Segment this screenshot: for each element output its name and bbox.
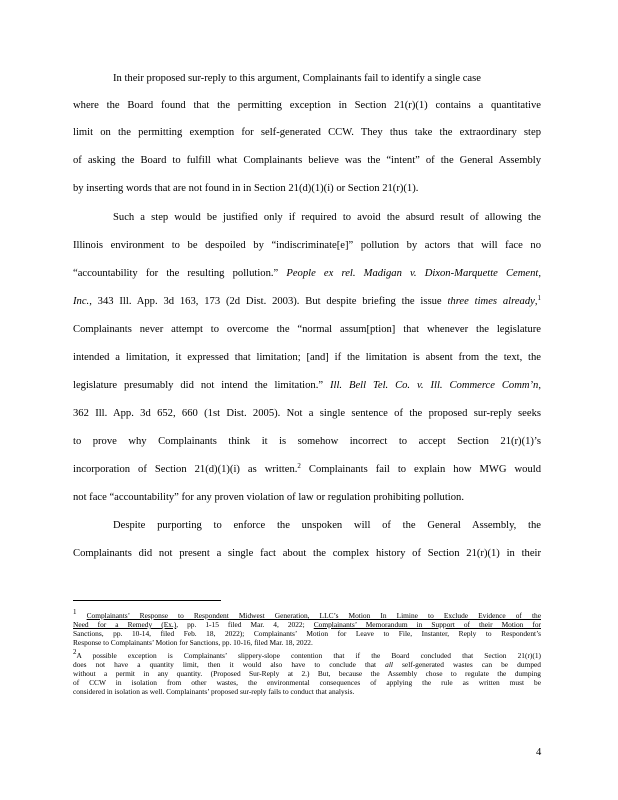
p2-line-7-text: legislature presumably did not intend the limitation.” <box>73 380 324 391</box>
footnote-1-line-2 <box>73 620 541 629</box>
footnote-1-line-4: Response to Complainants’ Motion for Sanctions, pp. 10-16, filed Mar. 18, 2022. <box>73 638 313 647</box>
p2-line-10 <box>73 463 541 477</box>
p2-line-3 <box>73 267 541 281</box>
p1-line-2: where the Board found that the permitting exception in Section 21(r)(1) contains a quantitative <box>73 100 541 111</box>
p2-line-10-text: incorporation of Section 21(d)(1)(i) as written. <box>73 464 298 475</box>
p3-line-2: Complainants did not present a single fact about the complex history of Section 21(r)(1) in their <box>73 548 541 559</box>
case-citation-ill-bell: Ill. Bell Tel. Co. v. Ill. Commerce Comm’n <box>330 380 539 391</box>
footnote-2-line-5: considered in isolation as well. Complainants’ proposed sur-reply fails to conduct that analysis. <box>73 687 355 696</box>
footnote-2-line-2 <box>73 660 541 669</box>
p2-line-10-text-b: Complainants fail to explain how MWG would <box>308 464 541 475</box>
footnote-2-line-3: without a permit in any quantity. (Proposed Sur-Reply at 2.) But, because the Assembly chose to regulate the dumping <box>73 669 541 678</box>
case-citation-inc: Inc. <box>73 296 90 307</box>
footnote-2-text-1: A possible exception is Complainants’ slippery-slope contention that if the Board concluded that Section 21(r)(1) <box>76 651 541 660</box>
p1-line-5: by inserting words that are not found in in Section 21(d)(1)(i) or Section 21(r)(1). <box>73 183 419 194</box>
footnote-1-line-1 <box>73 608 541 620</box>
p2-line-4-comma: , <box>534 296 538 307</box>
p3-line-1: Despite purporting to enforce the unspoken will of the General Assembly, the <box>113 520 541 531</box>
p2-line-11: not face “accountability” for any proven violation of law or regulation prohibiting pollution. <box>73 492 464 503</box>
footnote-ref-2[interactable]: 2 <box>297 462 301 470</box>
p2-line-1: Such a step would be justified only if required to avoid the absurd result of allowing the <box>113 212 541 223</box>
footnote-1-text-2b: , pp. 1-15 filed Mar. 4, 2022; <box>176 620 305 629</box>
footnote-2-line-1 <box>73 648 541 660</box>
footnote-2-emphasis-all: all <box>385 660 393 669</box>
footnote-2-mark: 2 <box>73 648 77 656</box>
p1-line-4: of asking the Board to fulfill what Complainants believe was the “intent” of the General Assembly <box>73 155 541 166</box>
p2-line-7-comma: , <box>538 380 542 391</box>
footnote-1-text-1: Complainants’ Response to Respondent Midwest Generation, LLC’s Motion In Limine to Exclude Evidence of the <box>86 611 541 620</box>
footnote-2-line-4: of CCW in isolation from other wastes, the environmental consequences of applying the rule as written must be <box>73 678 541 687</box>
p2-line-4 <box>73 295 541 309</box>
p2-line-2: Illinois environment to be despoiled by “indiscriminate[e]” pollution by actors that will face no <box>73 240 541 251</box>
p2-line-3-text: “accountability for the resulting pollution.” <box>73 268 279 279</box>
p2-line-5: Complainants never attempt to overcome the “normal assum[ption] that whenever the legislature <box>73 324 541 335</box>
footnote-1-mark: 1 <box>73 608 77 616</box>
page-number: 4 <box>536 747 542 758</box>
case-citation-people-v-dixon: People ex rel. Madigan v. Dixon-Marquette Cement, <box>286 268 541 279</box>
p2-line-4-text: , 343 Ill. App. 3d 163, 173 (2d Dist. 2003). But despite briefing the issue <box>89 296 442 307</box>
footnote-separator <box>73 600 221 601</box>
p2-line-7 <box>73 379 541 393</box>
p2-line-9: to prove why Complainants think it is somehow incorrect to accept Section 21(r)(1)’s <box>73 436 541 447</box>
p1-line-3: limit on the permitting exemption for self-generated CCW. They thus take the extraordinary step <box>73 127 541 138</box>
footnote-1-text-2c: Complainants’ Memorandum in Support of their Motion for <box>313 620 541 629</box>
emphasis-three-times: three times already <box>447 296 535 307</box>
p1-line-1: In their proposed sur-reply to this argument, Complainants fail to identify a single case <box>113 73 481 84</box>
footnote-1-line-3: Sanctions, pp. 10-14, filed Feb. 18, 2022); Complainants’ Motion for Leave to File, Instanter, Reply to Respondent’s <box>73 629 541 638</box>
footnote-2-text-2a: does not have a quantity limit, then it would also have to conclude that <box>73 660 377 669</box>
p2-line-8: 362 Ill. App. 3d 652, 660 (1st Dist. 2005). Not a single sentence of the proposed sur-reply seeks <box>73 408 541 419</box>
footnote-1-text-2a: Need for a Remedy (Ex.) <box>73 620 177 629</box>
p2-line-6: intended a limitation, it expressed that limitation; [and] if the limitation is absent from the text, the <box>73 352 541 363</box>
footnote-ref-1[interactable]: 1 <box>537 294 541 302</box>
footnote-2-text-2b: self-generated wastes can be dumped <box>402 660 541 669</box>
